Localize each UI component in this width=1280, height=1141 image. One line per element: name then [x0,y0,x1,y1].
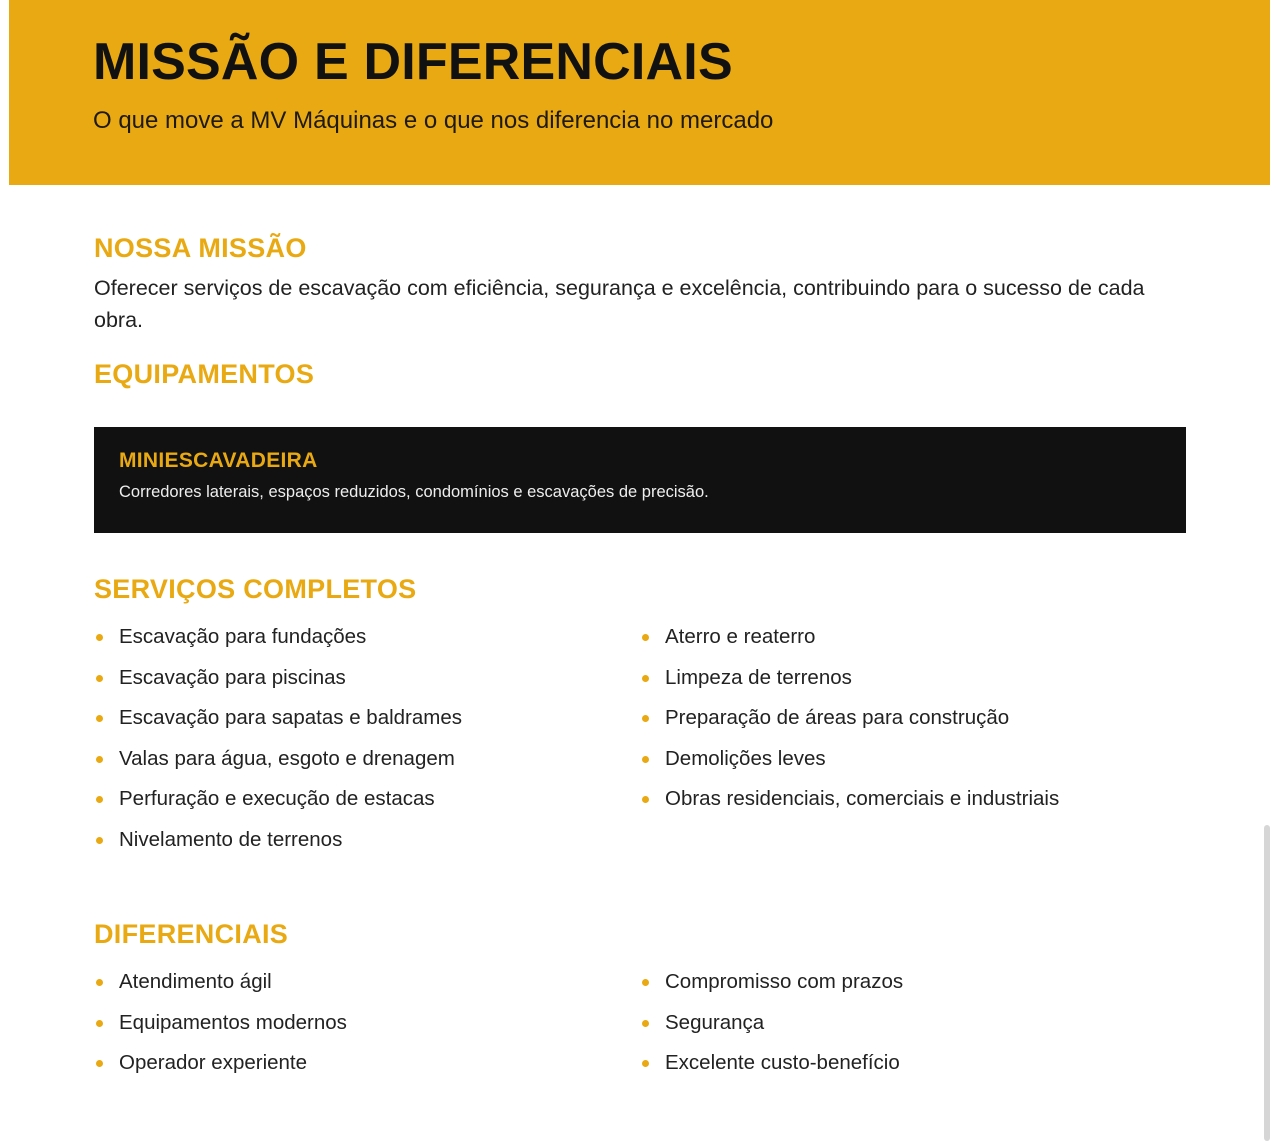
list-item-label: Valas para água, esgoto e drenagem [119,746,455,770]
list-item-label: Escavação para piscinas [119,665,346,689]
list-item-label: Equipamentos modernos [119,1010,347,1034]
list-item [94,658,640,699]
list-item [640,962,1186,1003]
services-section [94,571,1186,860]
bullet-dot-icon [96,837,103,844]
bullet-dot-icon [642,715,649,722]
bullet-dot-icon [96,1060,103,1067]
list-item [640,617,1186,658]
list-item [94,1043,640,1084]
list-item-label: Operador experiente [119,1051,308,1074]
list-item [640,1043,1186,1084]
equipment-card-description: Corredores laterais, espaços reduzidos, condomínios e escavações de precisão. [119,483,709,501]
list-item [640,739,1186,780]
vertical-scrollbar[interactable] [1264,825,1270,1141]
list-item-label: Escavação para fundações [119,625,367,648]
differentials-section [94,916,1186,1084]
list-item-label: Compromisso com prazos [665,970,904,993]
mission-text: Oferecer serviços de escavação com eficiência, segurança e excelência, contribuindo para o sucesso de cada obra. [94,276,1145,332]
list-item-label: Segurança [665,1010,765,1034]
list-item [94,617,640,658]
list-item-label: Aterro e reaterro [665,625,816,648]
list-item [94,962,640,1003]
list-item [94,820,640,861]
differentials-list-right [640,962,1186,1084]
list-item [640,698,1186,739]
bullet-dot-icon [642,796,649,803]
services-list-left [94,617,640,860]
list-item-label: Preparação de áreas para construção [665,706,1010,729]
bullet-dot-icon [642,1020,649,1027]
equipment-title: EQUIPAMENTOS [94,359,315,389]
list-item-label: Demolições leves [665,746,826,770]
services-list-right [640,617,1186,860]
bullet-dot-icon [642,1060,649,1067]
bullet-dot-icon [96,756,103,763]
page-subtitle: O que move a MV Máquinas e o que nos diferencia no mercado [93,107,774,134]
list-item [640,1003,1186,1044]
list-item-label: Perfuração e execução de estacas [119,787,435,810]
differentials-title: DIFERENCIAIS [94,919,289,949]
list-item [94,779,640,820]
list-item-label: Excelente custo-benefício [665,1051,900,1074]
services-title: SERVIÇOS COMPLETOS [94,574,417,604]
page-frame-right [1270,0,1280,1141]
bullet-dot-icon [642,675,649,682]
bullet-dot-icon [96,715,103,722]
list-item-label: Nivelamento de terrenos [119,827,343,851]
equipment-section [94,356,1186,533]
bullet-dot-icon [96,634,103,641]
list-item-label: Obras residenciais, comerciais e industriais [665,787,1060,810]
bullet-dot-icon [96,796,103,803]
bullet-dot-icon [642,979,649,986]
differentials-list-left [94,962,640,1084]
list-item [640,779,1186,820]
bullet-dot-icon [642,756,649,763]
list-item [640,658,1186,699]
bullet-dot-icon [642,634,649,641]
page-frame-left [0,0,9,1141]
list-item-label: Escavação para sapatas e baldrames [119,706,463,729]
list-item [94,739,640,780]
differentials-list [94,962,1186,1084]
services-list [94,617,1186,860]
page-header [9,0,1270,185]
equipment-card [94,427,1186,533]
main-content [94,230,1186,1084]
list-item [94,1003,640,1044]
bullet-dot-icon [96,675,103,682]
mission-section [94,230,1186,336]
list-item-label: Atendimento ágil [119,970,272,993]
bullet-dot-icon [96,1020,103,1027]
equipment-card-title: MINIESCAVADEIRA [119,449,318,472]
bullet-dot-icon [96,979,103,986]
list-item-label: Limpeza de terrenos [665,665,852,689]
page-title: MISSÃO E DIFERENCIAIS [93,33,733,91]
list-item [94,698,640,739]
mission-title: NOSSA MISSÃO [94,233,307,263]
